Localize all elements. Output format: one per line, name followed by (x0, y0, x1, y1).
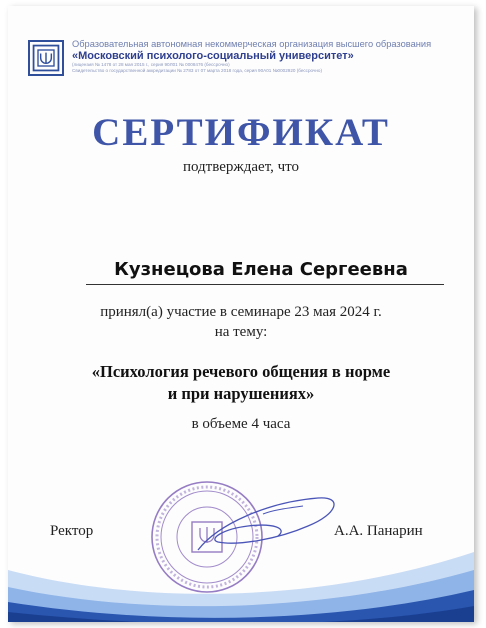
topic-intro: на тему: (214, 324, 268, 340)
certificate-title: СЕРТИФИКАТ (92, 111, 390, 154)
university-logo-icon (28, 40, 64, 76)
handwritten-signature (178, 484, 348, 564)
topic-line-2: и при нарушениях» (167, 384, 315, 403)
header (72, 39, 470, 74)
signer-name: А.А. Панарин (334, 523, 423, 539)
signer-position: Ректор (50, 523, 94, 539)
volume-text: в объеме 4 часа (191, 416, 291, 432)
topic-line-1: «Психология речевого общения в норме (91, 362, 391, 381)
topic-title (8, 361, 474, 405)
org-line: Образовательная автономная некоммерческая организация высшего образования (72, 39, 432, 49)
confirms-text: подтверждает, что (182, 159, 300, 175)
participation-text: принял(а) участие в семинаре 23 мая 2024 г. (100, 304, 382, 320)
license-line: (лицензия № 1478 от 28 мая 2015 г., серия 90Л01 № 0008476 (бессрочно) (72, 62, 230, 67)
name-underline (86, 284, 444, 285)
org-name: «Московский психолого-социальный университет» (72, 50, 354, 62)
recipient-name: Кузнецова Елена Сергеевна (114, 259, 408, 280)
accreditation-line: Свидетельство о государственной аккредитации № 2783 от 07 марта 2018 года, серия 90А01 №0002920 (бессрочно) (72, 68, 322, 73)
certificate-sheet (8, 6, 474, 622)
